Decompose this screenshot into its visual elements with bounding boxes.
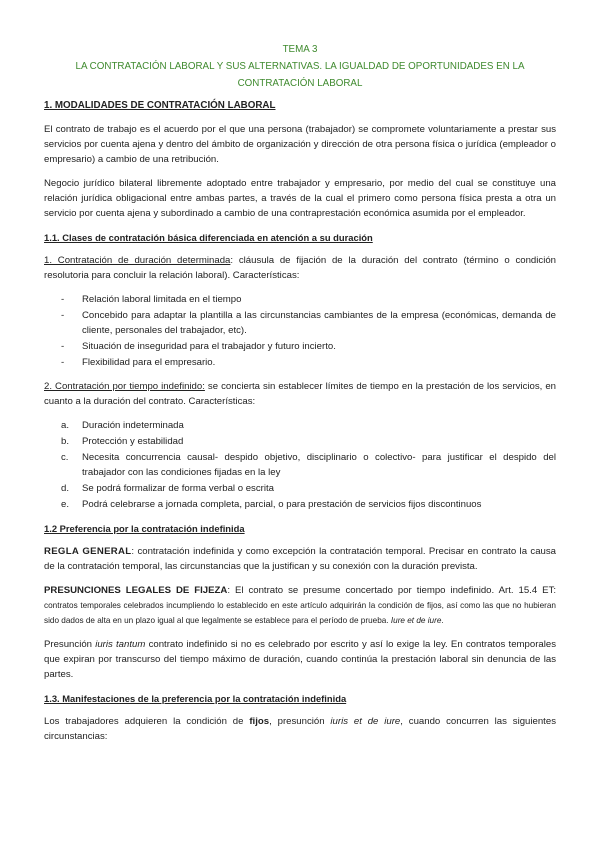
paragraph-negocio-juridico: Negocio jurídico bilateral libremente adoptado entre trabajador y empresario, por medio del cual se constituye una relación jurídica obligacional entre ambas partes, a través de la cual el primero como persona física presta a otra un servicio por cuenta ajena y subordinado a cambio de una contraprestación económica asumida por el empleador. [44, 178, 556, 219]
latin-term: iuris tantum [95, 639, 146, 650]
section-heading-1: 1. MODALIDADES DE CONTRATACIÓN LABORAL [44, 100, 276, 111]
dash-marker: - [61, 310, 65, 321]
list-item: - Flexibilidad para el empresario. [61, 357, 216, 368]
list-item: - Situación de inseguridad para el trabajador y futuro incierto. [61, 341, 336, 352]
paragraph-tiempo-indefinido [44, 379, 556, 409]
dash-marker: - [61, 341, 65, 352]
paragraph-regla-general: REGLA GENERAL: contratación indefinida y como excepción la contratación temporal. Precisar en contrato la causa de la contratación temporal, las circunstancias que la justifican y su conexión con la duración prevista. [44, 546, 556, 572]
title-main-cont: CONTRATACIÓN LABORAL [237, 78, 363, 89]
title-topic: TEMA 3 [282, 44, 318, 55]
latin-term: iuris et de iure [330, 716, 401, 727]
list-item: b. Protección y estabilidad [61, 436, 184, 447]
paragraph-duracion-determinada [44, 253, 556, 283]
dash-marker: - [61, 294, 65, 305]
tiempo-indefinido-text: se concierta sin establecer límites de tiempo en la prestación de los servicios, en cuanto a la duración del contrato. Características: [44, 381, 557, 407]
list-item: e. Podrá celebrarse a jornada completa, parcial, o para prestación de servicios fijos discontinuos [61, 499, 482, 510]
term-tiempo-indefinido: 2. Contratación por tiempo indefinido: [44, 381, 205, 392]
document-title [44, 41, 556, 92]
alpha-list [44, 418, 556, 512]
article-quote: contratos temporales celebrados incumpliendo lo establecido en este artículo adquirirán la condición de fijos, así como las que no hubieran sido dados de alta en un plazo igual al que legalmente se establece para el período de prueba. [44, 601, 556, 625]
title-main: LA CONTRATACIÓN LABORAL Y SUS ALTERNATIVAS. LA IGUALDAD DE OPORTUNIDADES EN LA [75, 61, 525, 72]
term-regla-general: REGLA GENERAL [44, 546, 132, 557]
list-item: - Relación laboral limitada en el tiempo [61, 294, 242, 305]
dash-list [44, 292, 556, 370]
dash-marker: - [61, 357, 65, 368]
section-heading-1-3: 1.3. Manifestaciones de la preferencia por la contratación indefinida [44, 693, 347, 704]
duracion-determinada-text: : cláusula de fijación de la duración del contrato (término o condición resolutoria para concluir la relación laboral). Características: [44, 255, 556, 281]
term-fijos: fijos [249, 716, 270, 727]
list-item: d. Se podrá formalizar de forma verbal o escrita [61, 483, 274, 494]
latin-term: Iure et de iure [390, 616, 442, 625]
list-item: c. Necesita concurrencia causal- despido objetivo, disciplinario o colectivo- para justificar el despido del trabajador con las condiciones fijadas en la ley [61, 452, 556, 478]
paragraph-contrato-definicion: El contrato de trabajo es el acuerdo por el que una persona (trabajador) se compromete voluntariamente a prestar sus servicios por cuenta ajena y dentro del ámbito de organización y dirección de otra persona física o jurídica (empleador o empresario) a cambio de una retribución. [44, 124, 556, 165]
list-item: - Concebido para adaptar la plantilla a las circunstancias cambiantes de la empresa (económicas, demanda de cliente, personales del trabajador, etc). [61, 310, 556, 336]
section-heading-1-2: 1.2 Preferencia por la contratación indefinida [44, 523, 245, 534]
paragraph-presunciones: PRESUNCIONES LEGALES DE FIJEZA: El contrato se presume concertado por tiempo indefinido. Art. 15.4 ET: contratos temporales celebrados incumpliendo lo establecido en este artículo adquirirán la condición de fijos, así como las que no hubieran sido dados de alta en un plazo igual al que legalmente se establece para el período de prueba. Iure et de iure. [44, 585, 556, 625]
term-duracion-determinada: 1. Contratación de duración determinada [44, 255, 231, 266]
paragraph-fijos: Los trabajadores adquieren la condición de fijos, presunción iuris et de iure, cuando concurren las siguientes circunstancias: [44, 716, 556, 742]
list-item: a. Duración indeterminada [61, 420, 184, 431]
section-heading-1-1: 1.1. Clases de contratación básica diferenciada en atención a su duración [44, 232, 373, 243]
paragraph-iuris-tantum: Presunción iuris tantum contrato indefinido si no es celebrado por escrito y así lo exige la ley. En contratos temporales que expiran por transcurso del tiempo máximo de duración, cuando continúa la prestación laboral sin denuncia de las partes. [44, 639, 556, 680]
term-presunciones: PRESUNCIONES LEGALES DE FIJEZA [44, 585, 228, 596]
